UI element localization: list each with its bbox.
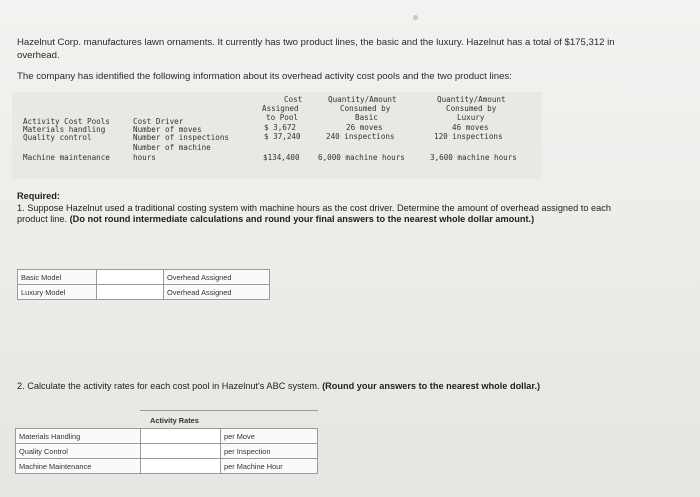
row-machine-basic: 6,000 machine hours <box>318 153 405 162</box>
basic-model-label: Basic Model <box>17 269 97 285</box>
header-luxury-2: Consumed by <box>446 104 497 113</box>
required-heading: Required: <box>17 191 60 201</box>
header-assigned-3: to Pool <box>266 113 299 122</box>
q2-top-rule <box>140 410 318 411</box>
row-materials-basic: 26 moves <box>346 123 383 132</box>
question-2-instructions: (Round your answers to the nearest whole dollar.) <box>322 381 541 391</box>
row-materials-luxury: 46 moves <box>452 123 489 132</box>
row-machine-assigned: $134,400 <box>263 153 300 162</box>
header-luxury-3: Luxury <box>457 113 485 122</box>
row-quality-assigned: $ 37,240 <box>264 132 301 141</box>
row-machine-driver-1: Number of machine <box>133 143 211 152</box>
materials-handling-label: Materials Handling <box>15 428 141 444</box>
row-quality-pool: Quality control <box>23 133 92 142</box>
question-2-text: 2. Calculate the activity rates for each cost pool in Hazelnut's ABC system. <box>17 381 320 391</box>
machine-maintenance-unit: per Machine Hour <box>220 458 318 474</box>
camera-dot <box>413 15 418 20</box>
header-basic-2: Consumed by <box>340 104 391 113</box>
quality-control-input[interactable] <box>140 443 221 459</box>
row-machine-driver-2: hours <box>133 153 156 162</box>
quality-control-label: Quality Control <box>15 443 141 459</box>
header-basic-1: Quantity/Amount <box>328 95 397 104</box>
header-driver: Cost Driver <box>133 117 184 126</box>
quality-control-unit: per Inspection <box>220 443 318 459</box>
machine-maintenance-input[interactable] <box>140 458 221 474</box>
machine-maintenance-label: Machine Maintenance <box>15 458 141 474</box>
row-quality-basic: 240 inspections <box>326 132 395 141</box>
luxury-model-unit: Overhead Assigned <box>163 284 270 300</box>
intro-paragraph: Hazelnut Corp. manufactures lawn ornaments. It currently has two product lines, the basic and the luxury. Hazelnut has a total of $175,312 in overhead. <box>17 37 615 61</box>
header-assigned-1: Cost <box>284 95 303 104</box>
row-quality-driver: Number of inspections <box>133 133 230 142</box>
activity-rates-header: Activity Rates <box>150 416 199 425</box>
intro-paragraph-2: The company has identified the following information about its overhead activity cost pools and the two product lines: <box>17 71 512 82</box>
header-basic-3: Basic <box>355 113 378 122</box>
row-machine-pool: Machine maintenance <box>23 153 110 162</box>
row-materials-pool: Materials handling <box>23 125 106 134</box>
question-1 <box>17 191 632 226</box>
header-assigned-2: Assigned <box>262 104 299 113</box>
row-materials-driver: Number of moves <box>133 125 202 134</box>
row-materials-assigned: $ 3,672 <box>264 123 297 132</box>
row-machine-luxury: 3,600 machine hours <box>430 153 517 162</box>
header-pool: Activity Cost Pools <box>23 117 110 126</box>
luxury-model-input[interactable] <box>96 284 164 300</box>
basic-model-unit: Overhead Assigned <box>163 269 270 285</box>
question-1-instructions: (Do not round intermediate calculations and round your final answers to the nearest whole dollar amount.) <box>69 214 535 224</box>
header-luxury-1: Quantity/Amount <box>437 95 506 104</box>
materials-handling-input[interactable] <box>140 428 221 444</box>
luxury-model-label: Luxury Model <box>17 284 97 300</box>
materials-handling-unit: per Move <box>220 428 318 444</box>
question-1-text: 1. Suppose Hazelnut used a traditional costing system with machine hours as the cost driver. Determine the amount of overhead assigned to each product line. <box>17 202 611 224</box>
row-quality-luxury: 120 inspections <box>434 132 503 141</box>
basic-model-input[interactable] <box>96 269 164 285</box>
info-table <box>12 92 542 179</box>
question-2 <box>17 381 632 393</box>
